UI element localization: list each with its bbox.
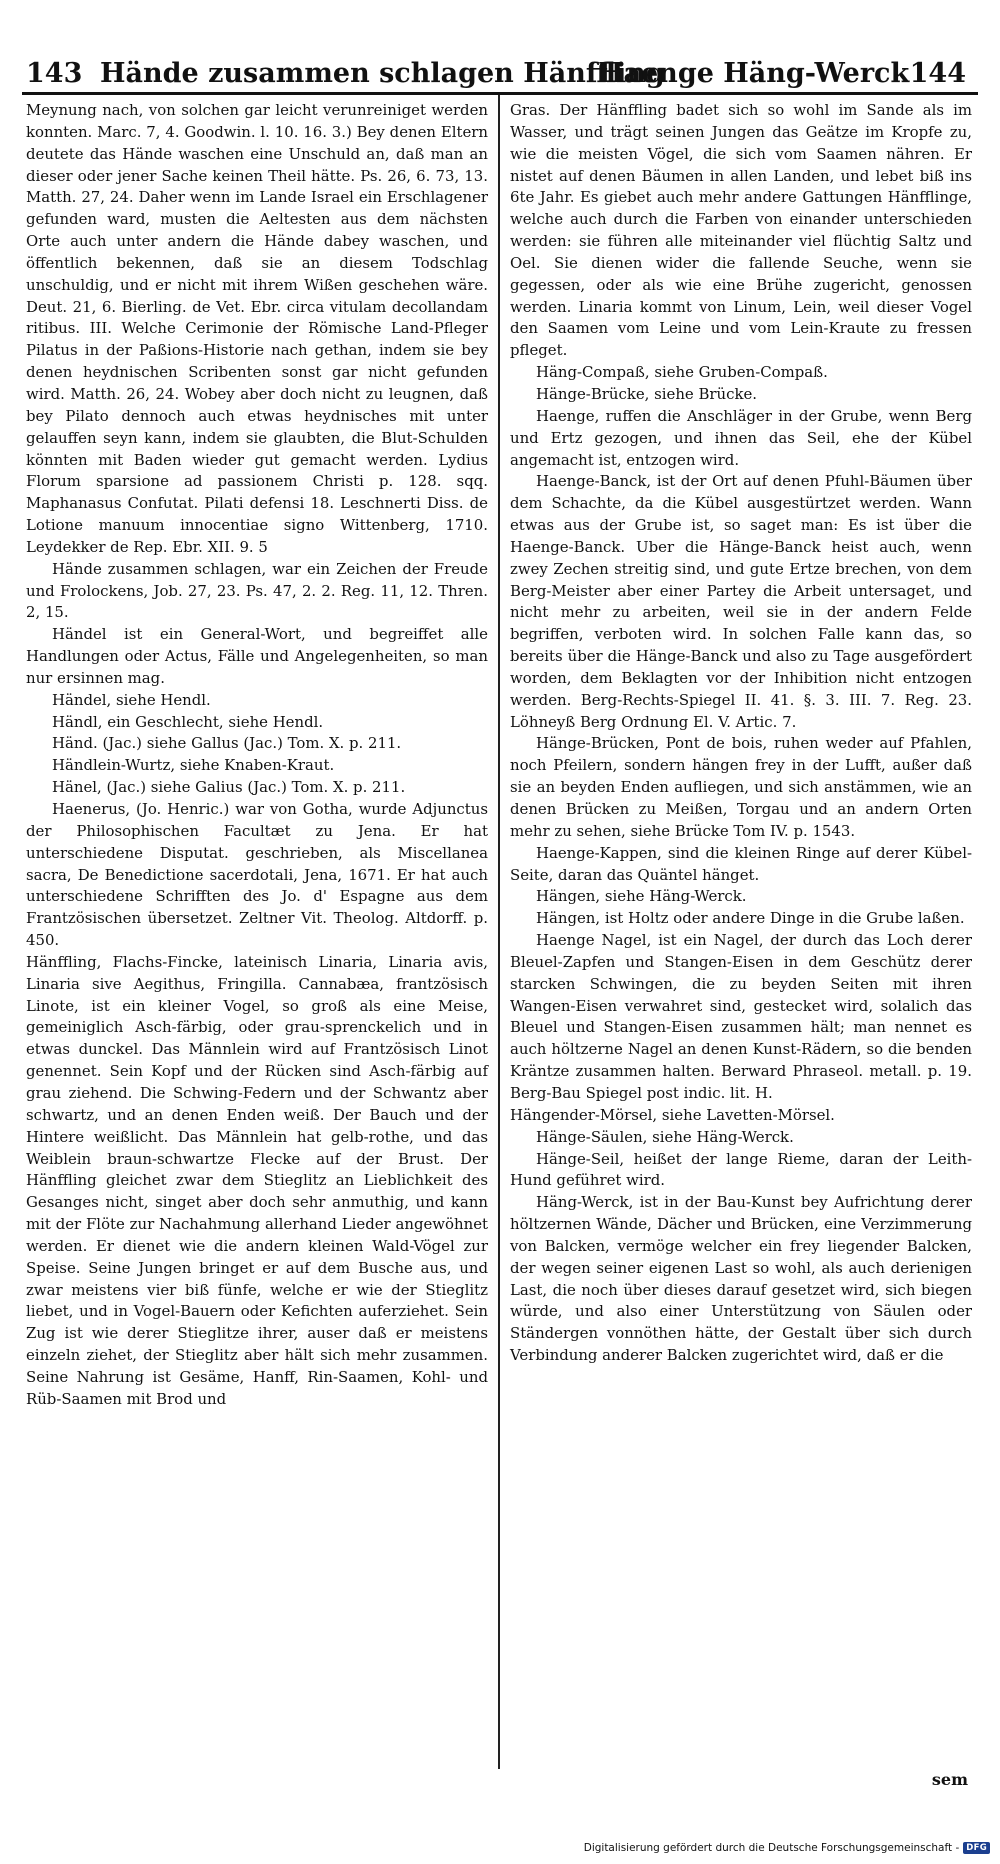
right-page-number: 144 [909, 58, 966, 89]
entry-haenffling: Hänffling, Flachs-Fincke, lateinisch Linaria, Linaria avis, Linaria sive Aegithus, Fringilla. Cannabæa, frantzösisch Linote, ist ein kleiner Vogel, so groß als eine Meise, gemeiniglich Asch-färbig, oder grau-sprenckelich und in etwas dunckel. Das Männlein wird auf Frantzösisch Linot genennet. Sein Kopf und der Rücken sind Asch-färbig auf grau ziehend. Die Schwing-Federn und der Schwantz aber schwartz, und an denen Enden weiß. Der Bauch und der Hintere weißlicht. Das Männlein hat gelb-rothe, und das Weiblein braun-schwartze Flecke auf der Brust. Der Hänffling gleichet zwar dem Stieglitz an Lieblichkeit des Gesanges nicht, singet aber doch sehr anmuthig, und kann mit der Flöte zur Nachahmung allerhand Lieder angewöhnet werden. Er dienet wie die andern kleinen Wald-Vögel zur Speise. Seine Jungen bringet er auf dem Busche aus, und zwar meistens vier biß fünfe, welche er wie der Stieglitz liebet, und in Vogel-Bauern oder Kefichten auferziehet. Sein Zug ist wie derer Stieglitze ihrer, auser daß er meistens einzeln ziehet, der Stieglitz aber hält sich mehr zusammen. Seine Nahrung ist Gesäme, Hanff, Rin-Saamen, Kohl- und Rüb-Saamen mit Brod und [26, 952, 488, 1408]
entry-haende-zusammen-schlagen: Hände zusammen schlagen, war ein Zeichen der Freude und Frolockens, Job. 27, 23. Ps. 47, 2. 2. Reg. 11, 12. Thren. 2, 15. [26, 559, 488, 622]
entry-haenerus: Haenerus, (Jo. Henric.) war von Gotha, wurde Adjunctus der Philosophischen Facultæt zu Jena. Er hat unterschiedene Disputat. geschrieben, als Miscellanea sacra, De Benedictione sacerdotali, Jena, 1671. Er hat auch unterschiedene Schrifften des Jo. d' Espagne aus dem Frantzösischen übersetzet. Zeltner Vit. Theolog. Altdorff. p. 450. [26, 800, 488, 950]
left-page-number: 143 [26, 58, 83, 89]
entry-haendel: Händel ist ein General-Wort, und begreiffet alle Handlungen oder Actus, Fälle und Angelegenheiten, so man nur ersinnen mag. [26, 625, 488, 687]
header-rule [22, 92, 978, 95]
entry-haenel-jac: Hänel, (Jac.) siehe Galius (Jac.) Tom. X. p. 211. [52, 778, 406, 797]
entry-haenge-kappen: Haenge-Kappen, sind die kleinen Ringe auf derer Kübel-Seite, daran das Quäntel hänget. [510, 843, 972, 884]
left-header-keywords: Hände zusammen schlagen Hänffling [100, 58, 665, 89]
entry-haendel-hendl: Händel, siehe Hendl. [52, 690, 211, 709]
running-header [20, 56, 980, 92]
entry-haenge-bruecken: Hänge-Brücken, Pont de bois, ruhen weder auf Pfahlen, noch Pfeilern, sondern hängen frey in der Lufft, außer daß sie an beyden Enden aufliegen, und sich anstämmen, wie an denen Brücken zu Meißen, Torgau und an andern Orten mehr zu sehen, siehe Brücke Tom IV. p. 1543. [510, 734, 972, 840]
right-header-keywords: Haenge Häng-Werck [598, 58, 910, 89]
left-column [26, 100, 488, 1411]
entry-haeng-compass: Häng-Compaß, siehe Gruben-Compaß. [536, 363, 828, 382]
entry-haenge-nagel: Haenge Nagel, ist ein Nagel, der durch das Loch derer Bleuel-Zapfen und Stangen-Eisen in dem Geschütz derer starcken Schwingen, die zu beyden Seiten mit ihren Wangen-Eisen verwahret sind, gestecket wird, solalich das Bleuel und Stangen-Eisen zusammen hält; man nennet es auch höltzerne Nagel an denen Kunst-Rädern, so die benden Kräntze zusammen halten. Berward Phraseol. metall. p. 19. Berg-Bau Spiegel post indic. lit. H. [510, 931, 972, 1102]
entry-haengen: Hängen, ist Holtz oder andere Dinge in die Grube laßen. [536, 909, 965, 928]
entry-haenge-bruecke: Hänge-Brücke, siehe Brücke. [536, 384, 758, 403]
catchword: sem [931, 1770, 968, 1789]
entry-haeng-werck: Häng-Werck, ist in der Bau-Kunst bey Aufrichtung derer höltzernen Wände, Dächer und Brücken, eine Verzimmerung von Balcken, vermöge welcher ein frey liegender Balcken, der wegen seiner eigenen Last so wohl, als auch derienigen Last, die noch über dieses darauf gesetzet wird, sich biegen würde, und also einer Unterstützung von Säulen oder Ständergen vonnöthen hätte, der Gestalt über sich durch Verbindung anderer Balcken zugerichtet wird, daß er die [510, 1193, 972, 1365]
entry-haengen-werck: Hängen, siehe Häng-Werck. [536, 887, 747, 906]
digitization-footer [584, 1842, 990, 1854]
dfg-logo: DFG [963, 1842, 990, 1854]
entry-haenge-saeulen: Hänge-Säulen, siehe Häng-Werck. [536, 1127, 794, 1146]
entry-haendl-geschlecht: Händl, ein Geschlecht, siehe Hendl. [52, 712, 324, 731]
entry-haenge-banck: Haenge-Banck, ist der Ort auf denen Pfuhl-Bäumen über dem Schachte, da die Kübel ausgestürtzet werden. Wann etwas aus der Grube ist, so saget man: Es ist über die Haenge-Banck. Uber die Hänge-Banck heist auch, wenn zwey Zechen streitig sind, und gute Ertze brechen, von dem Berg-Meister aber einer Partey die Arbeit untersaget, und nicht mehr zu arbeiten, weil sie in der andern Felde begriffen, verboten wird. In solchen Falle kann das, so bereits über die Hänge-Banck und also zu Tage ausgefördert worden, dem Beklagten vor der Inhibition nicht entzogen werden. Berg-Rechts-Spiegel II. 41. §. 3. III. 7. Reg. 23. Löhneyß Berg Ordnung El. V. Artic. 7. [510, 472, 972, 731]
entry-haenffling-continued: Gras. Der Hänffling badet sich so wohl im Sande als im Wasser, und trägt seinen Jungen das Geätze im Kropfe zu, wie die meisten Vögel, die sich vom Saamen nähren. Er nistet auf denen Bäumen in allen Landen, und lebet biß ins 6te Jahr. Es giebet auch mehr andere Gattungen Hänfflinge, welche auch durch die Farben von einander unterschieden werden: sie führen alle miteinander viel flüchtig Saltz und Oel. Sie dienen wider die fallende Seuche, wenn sie gegessen, oder als wie eine Brühe zugericht, genossen werden. Linaria kommt von Linum, Lein, weil dieser Vogel den Saamen vom Leine und vom Lein-Kraute zu fressen pfleget. [510, 101, 972, 360]
entry-continuation: Meynung nach, von solchen gar leicht verunreiniget werden konnten. Marc. 7, 4. Goodwin. l. 10. 16. 3.) Bey denen Eltern deutete das Hände waschen eine Unschuld an, daß man an dieser oder jener Sache keinen Theil hätte. Ps. 26, 6. 73, 13. Matth. 27, 24. Daher wenn im Lande Israel ein Erschlagener gefunden ward, musten die Aeltesten aus dem nächsten Orte auch unter andern die Hände dabey waschen, und öffentlich bekennen, daß sie an diesem Todschlag unschuldig, und er nicht mit ihrem Wißen geschehen wäre. Deut. 21, 6. Bierling. de Vet. Ebr. circa vitulam decollandam ritibus. III. Welche Cerimonie der Römische Land-Pfleger Pilatus in der Paßions-Historie nach gethan, indem sie bey denen heydnischen Scribenten sonst gar nicht gefunden wird. Matth. 26, 24. Wobey aber doch nicht zu leugnen, daß bey Pilato dennoch auch etwas heydnisches mit unter gelauffen seyn kann, indem sie glaubten, die Blut-Schulden könnten mit Baden wieder gut gemacht werden. Lydius Florum sparsione ad passionem Christi p. 128. sqq. Maphanasus Confutat. Pilati defensi 18. Leschnerti Diss. de Lotione manuum innocentiae signo Wittenberg, 1710. Leydekker de Rep. Ebr. XII. 9. 5 [26, 101, 488, 556]
entry-haengender-moersel: Hängender-Mörsel, siehe Lavetten-Mörsel. [510, 1105, 835, 1124]
right-column [510, 100, 972, 1367]
column-divider [498, 95, 500, 1769]
entry-haendlein-wurtz: Händlein-Wurtz, siehe Knaben-Kraut. [52, 756, 335, 775]
entry-haenge-seil: Hänge-Seil, heißet der lange Rieme, daran der Leith-Hund geführet wird. [510, 1149, 972, 1190]
footer-credit-text: Digitalisierung gefördert durch die Deutsche Forschungsgemeinschaft - [583, 1842, 960, 1854]
entry-haend-jac: Händ. (Jac.) siehe Gallus (Jac.) Tom. X. p. 211. [52, 734, 402, 753]
entry-haenge: Haenge, ruffen die Anschläger in der Grube, wenn Berg und Ertz gezogen, und ihnen das Seil, ehe der Kübel angemacht ist, entzogen wird. [510, 406, 972, 469]
